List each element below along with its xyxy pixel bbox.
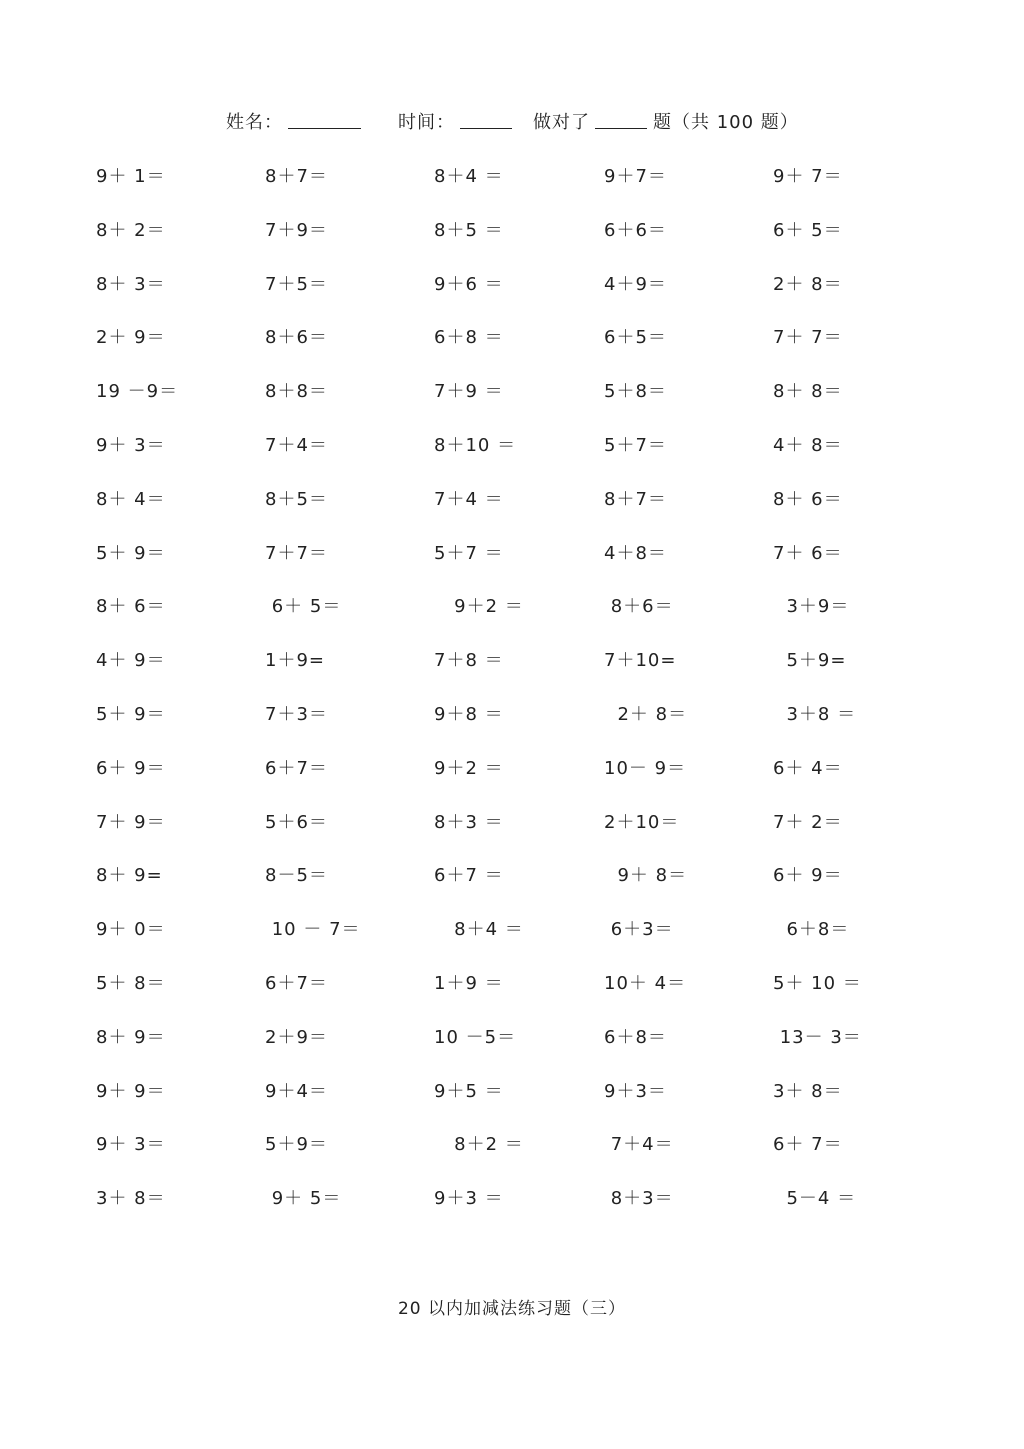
problem-item: 13－ 3＝ <box>773 1026 862 1048</box>
problem-item: 8＋ 8＝ <box>773 381 843 403</box>
problem-item: 6＋ 9＝ <box>96 757 166 779</box>
problem-item: 8＋6＝ <box>265 327 328 349</box>
problem-item: 7＋4＝ <box>604 1134 674 1156</box>
worksheet-title: 20 以内加减法练习题（三） <box>397 1299 627 1319</box>
problem-item: 9＋8 ＝ <box>434 703 504 725</box>
problem-item: 10＋ 4＝ <box>604 972 687 994</box>
problem-item: 3＋8 ＝ <box>773 703 857 725</box>
problem-item: 8＋ 4＝ <box>96 488 166 510</box>
time-label: 时间： <box>398 112 455 133</box>
problem-item: 7＋ 7＝ <box>773 327 843 349</box>
problem-row <box>96 915 956 969</box>
problem-row <box>96 969 956 1023</box>
problem-item: 6＋8 ＝ <box>434 327 504 349</box>
problem-item: 9＋5 ＝ <box>434 1080 504 1102</box>
problem-row <box>96 754 956 808</box>
problem-item: 9＋ 3＝ <box>96 434 166 456</box>
problem-item: 6＋3＝ <box>604 919 674 941</box>
problem-item: 8＋7＝ <box>265 166 328 187</box>
problem-item: 5－4 ＝ <box>773 1188 857 1210</box>
problem-item: 2＋ 8＝ <box>604 703 688 725</box>
problem-item: 8－5＝ <box>265 865 328 887</box>
problem-row <box>96 861 956 915</box>
name-label: 姓名： <box>226 112 283 133</box>
problem-item: 4＋9＝ <box>604 273 667 295</box>
problem-item: 5＋ 9＝ <box>96 542 166 564</box>
problem-item: 5＋9＝ <box>265 1134 328 1156</box>
problem-item: 9＋ 1＝ <box>96 166 166 187</box>
problem-row <box>96 1184 956 1238</box>
problem-item: 8＋ 6＝ <box>96 596 166 618</box>
problem-row <box>96 162 956 216</box>
problem-item: 8＋6＝ <box>604 596 674 618</box>
problem-item: 9＋6 ＝ <box>434 273 504 295</box>
problem-item: 4＋ 8＝ <box>773 434 843 456</box>
problem-item: 6＋5＝ <box>604 327 667 349</box>
problem-item: 9＋ 7＝ <box>773 166 843 187</box>
problem-row <box>96 485 956 539</box>
problem-row <box>96 377 956 431</box>
problem-item: 4＋ 9＝ <box>96 650 166 672</box>
problem-item: 5＋ 10 ＝ <box>773 972 862 994</box>
problem-item: 9＋ 9＝ <box>96 1080 166 1102</box>
problem-row <box>96 808 956 862</box>
problem-item: 6＋6＝ <box>604 219 667 241</box>
problem-item: 4＋8＝ <box>604 542 667 564</box>
problem-item: 6＋ 7＝ <box>773 1134 843 1156</box>
problem-row <box>96 700 956 754</box>
problem-item: 9＋4＝ <box>265 1080 328 1102</box>
problem-item: 8＋2 ＝ <box>434 1134 524 1156</box>
problem-item: 8＋5＝ <box>265 488 328 510</box>
problem-item: 7＋10= <box>604 650 677 672</box>
problem-item: 9＋7＝ <box>604 166 667 187</box>
problem-grid <box>96 162 956 1238</box>
problem-item: 8＋5 ＝ <box>434 219 504 241</box>
problem-item: 8＋ 9＝ <box>96 1026 166 1048</box>
problem-item: 7＋ 2＝ <box>773 811 843 833</box>
problem-row <box>96 1130 956 1184</box>
problem-row <box>96 646 956 700</box>
problem-item: 8＋ 3＝ <box>96 273 166 295</box>
problem-item: 8＋3 ＝ <box>434 811 504 833</box>
problem-row <box>96 539 956 593</box>
problem-row <box>96 592 956 646</box>
problem-item: 10－ 9＝ <box>604 757 687 779</box>
problem-row <box>96 323 956 377</box>
problem-item: 7＋3＝ <box>265 703 328 725</box>
total-label: 题（共 100 题） <box>653 112 799 133</box>
problem-item: 7＋9＝ <box>265 219 328 241</box>
problem-row <box>96 1077 956 1131</box>
problem-item: 3＋9＝ <box>773 596 850 618</box>
problem-item: 2＋ 9＝ <box>96 327 166 349</box>
problem-item: 6＋8＝ <box>773 919 850 941</box>
problem-item: 6＋8＝ <box>604 1026 667 1048</box>
problem-item: 8＋ 9= <box>96 865 163 887</box>
problem-item: 8＋10 ＝ <box>434 434 517 456</box>
problem-item: 8＋3＝ <box>604 1188 674 1210</box>
problem-item: 6＋7 ＝ <box>434 865 504 887</box>
problem-item: 6＋ 5＝ <box>265 596 342 618</box>
problem-item: 5＋7＝ <box>604 434 667 456</box>
problem-item: 8＋ 2＝ <box>96 219 166 241</box>
problem-item: 8＋4 ＝ <box>434 919 524 941</box>
problem-item: 7＋8 ＝ <box>434 650 504 672</box>
problem-item: 2＋9＝ <box>265 1026 328 1048</box>
problem-item: 5＋ 8＝ <box>96 972 166 994</box>
problem-item: 8＋4 ＝ <box>434 166 504 187</box>
problem-row <box>96 270 956 324</box>
correct-label: 做对了 <box>533 112 590 133</box>
problem-item: 2＋ 8＝ <box>773 273 843 295</box>
problem-item: 8＋8＝ <box>265 381 328 403</box>
problem-item: 10 －5＝ <box>434 1026 517 1048</box>
problem-item: 6＋7＝ <box>265 757 328 779</box>
problem-item: 7＋4＝ <box>265 434 328 456</box>
problem-item: 3＋ 8＝ <box>96 1188 166 1210</box>
problem-item: 8＋7＝ <box>604 488 667 510</box>
problem-item: 9＋3＝ <box>604 1080 667 1102</box>
problem-item: 9＋ 5＝ <box>265 1188 342 1210</box>
problem-item: 7＋9 ＝ <box>434 381 504 403</box>
problem-item: 8＋ 6＝ <box>773 488 843 510</box>
problem-item: 5＋ 9＝ <box>96 703 166 725</box>
problem-item: 5＋9= <box>773 650 847 672</box>
problem-row <box>96 216 956 270</box>
worksheet-header <box>0 108 1024 138</box>
problem-item: 5＋6＝ <box>265 811 328 833</box>
problem-item: 3＋ 8＝ <box>773 1080 843 1102</box>
problem-item: 6＋ 5＝ <box>773 219 843 241</box>
problem-row <box>96 431 956 485</box>
problem-item: 1＋9= <box>265 650 325 672</box>
problem-item: 6＋ 9＝ <box>773 865 843 887</box>
problem-item: 5＋7 ＝ <box>434 542 504 564</box>
problem-item: 5＋8＝ <box>604 381 667 403</box>
problem-row <box>96 1023 956 1077</box>
problem-item: 7＋4 ＝ <box>434 488 504 510</box>
problem-item: 2＋10＝ <box>604 811 680 833</box>
problem-item: 7＋5＝ <box>265 273 328 295</box>
problem-item: 7＋ 6＝ <box>773 542 843 564</box>
problem-item: 9＋ 0＝ <box>96 919 166 941</box>
problem-item: 7＋7＝ <box>265 542 328 564</box>
problem-item: 6＋7＝ <box>265 972 328 994</box>
problem-item: 9＋ 3＝ <box>96 1134 166 1156</box>
problem-item: 7＋ 9＝ <box>96 811 166 833</box>
problem-item: 9＋3 ＝ <box>434 1188 504 1210</box>
problem-item: 1＋9 ＝ <box>434 972 504 994</box>
problem-item: 6＋ 4＝ <box>773 757 843 779</box>
problem-item: 9＋2 ＝ <box>434 757 504 779</box>
problem-item: 9＋ 8＝ <box>604 865 688 887</box>
problem-item: 19 －9＝ <box>96 381 179 403</box>
problem-item: 10 － 7＝ <box>265 919 361 941</box>
problem-item: 9＋2 ＝ <box>434 596 524 618</box>
